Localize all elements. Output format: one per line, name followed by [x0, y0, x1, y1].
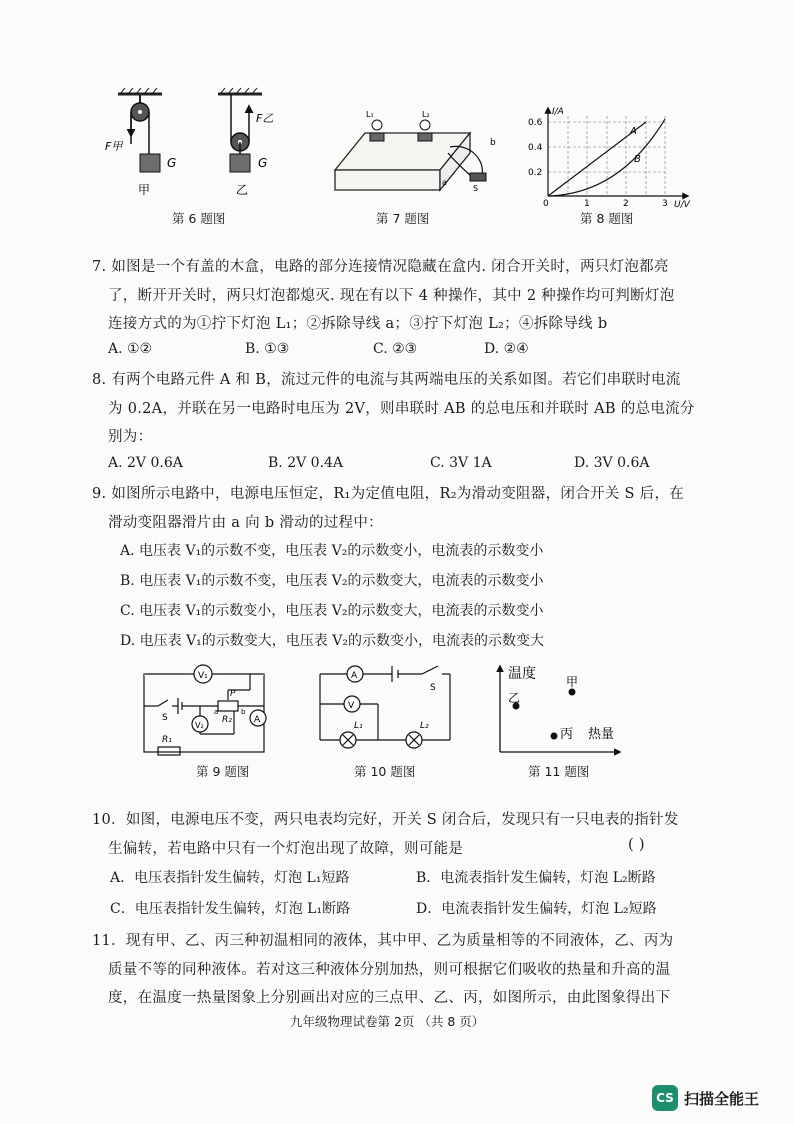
switch-label-s: S: [473, 184, 479, 193]
scanner-watermark: [652, 1085, 759, 1111]
switch-label: S: [162, 713, 168, 723]
q9-option-c: C. 电压表 V₁的示数变小，电压表 V₂的示数变大，电流表的示数变小: [120, 603, 544, 619]
q7-line-1: 7. 如图是一个有盖的木盒，电路的部分连接情况隐藏在盒内. 闭合开关时，两只灯泡都亮: [92, 259, 669, 275]
lamp-label-l2: L₂: [420, 721, 429, 731]
x-axis-label: 热量: [588, 727, 615, 742]
q10-option-d: D．电流表指针发生偏转，灯泡 L₂短路: [416, 901, 657, 917]
q11-line-3: 度，在温度一热量图象上分别画出对应的三点甲、乙、丙，如图所示，由此图象得出下: [108, 990, 671, 1006]
q7-line-2: 了，断开开关时，两只灯泡都熄灭. 现在有以下 4 种操作，其中 2 种操作均可判断灯泡: [108, 288, 675, 304]
scanner-brand-name: 扫描全能王: [684, 1089, 760, 1108]
figure-10-circuit: [310, 660, 465, 762]
ammeter-label: A: [254, 715, 261, 725]
x-tick-3: 3: [662, 199, 668, 208]
curve-label-b: B: [634, 154, 641, 165]
q8-line-1: 8. 有两个电路元件 A 和 B，流过元件的电流与其两端电压的关系如图。若它们串联时电流: [92, 372, 681, 388]
x-tick-2: 2: [623, 199, 629, 208]
x-tick-1: 1: [584, 199, 590, 208]
q9-option-a: A. 电压表 V₁的示数不变，电压表 V₂的示数变小，电流表的示数变小: [120, 543, 544, 559]
q8-option-b: B. 2V 0.4A: [268, 455, 344, 471]
curve-label-a: A: [630, 126, 637, 137]
figure-11-caption: 第 11 题图: [528, 764, 590, 779]
force-label-b: F乙: [256, 112, 274, 125]
q8-line-3: 别为：: [108, 429, 153, 445]
q10-answer-blank: ( ): [628, 837, 645, 853]
label-jia: 甲: [138, 183, 151, 197]
q8-option-d: D. 3V 0.6A: [574, 455, 650, 471]
q7-option-c: C. ②③: [373, 341, 418, 357]
x-axis-label: U/V: [674, 200, 690, 208]
bulb-label-l1: L₁: [366, 110, 374, 119]
figure-8-iu-chart: [520, 104, 705, 208]
point-label-jia: 甲: [566, 675, 579, 689]
x-tick-0: 0: [543, 199, 549, 208]
v2-label: V₂: [195, 721, 204, 730]
voltmeter-label: V: [348, 701, 355, 711]
label-yi: 乙: [236, 183, 249, 197]
ammeter-label: A: [351, 671, 358, 681]
figure-9-circuit: [138, 660, 278, 762]
q10-option-a: A．电压表指针发生偏转，灯泡 L₁短路: [110, 870, 350, 886]
q10-option-c: C．电压表指针发生偏转，灯泡 L₁断路: [110, 901, 351, 917]
figure-6-pulleys: [100, 84, 290, 209]
q10-line-1: 10．如图，电源电压不变，两只电表均完好，开关 S 闭合后，发现只有一只电表的指针发: [92, 812, 679, 828]
scanner-logo-text: CS: [656, 1091, 674, 1105]
figure-7-caption: 第 7 题图: [376, 211, 430, 226]
y-tick-0.4: 0.4: [528, 143, 543, 153]
q7-option-b: B. ①③: [245, 341, 290, 357]
figure-6-caption: 第 6 题图: [172, 211, 226, 226]
q10-line-2: 生偏转，若电路中只有一个灯泡出现了故障，则可能是: [108, 841, 464, 857]
q10-option-b: B．电流表指针发生偏转，灯泡 L₂断路: [416, 870, 656, 886]
q7-option-a: A. ①②: [108, 341, 153, 357]
figure-11-temp-heat-graph: [492, 660, 632, 760]
q9-option-b: B. 电压表 V₁的示数不变，电压表 V₂的示数变大，电流表的示数变小: [120, 573, 544, 589]
page-footer: 九年级物理试卷第 2页 （共 8 页）: [290, 1014, 485, 1029]
figure-10-caption: 第 10 题图: [354, 764, 416, 779]
q8-option-c: C. 3V 1A: [430, 455, 492, 471]
q11-line-1: 11．现有甲、乙、丙三种初温相同的液体，其中甲、乙为质量相等的不同液体，乙、丙为: [92, 933, 674, 949]
wire-label-a: a: [442, 178, 447, 187]
wire-label-b: b: [490, 138, 496, 148]
weight-label-b: G: [258, 156, 268, 170]
end-label-a: a: [214, 708, 219, 716]
weight-label-a: G: [167, 156, 177, 170]
q7-line-3: 连接方式的为①拧下灯泡 L₁；②拆除导线 a；③拧下灯泡 L₂；④拆除导线 b: [108, 316, 608, 332]
q9-line-1: 9. 如图所示电路中，电源电压恒定，R₁为定值电阻，R₂为滑动变阻器，闭合开关 S 后，在: [92, 486, 685, 502]
slider-label-p: P: [230, 689, 236, 699]
end-label-b: b: [241, 708, 246, 716]
y-tick-0.6: 0.6: [528, 118, 543, 128]
switch-label: S: [430, 683, 436, 693]
q7-option-d: D. ②④: [484, 341, 529, 357]
point-label-bing: 丙: [560, 727, 574, 742]
lamp-label-l1: L₁: [354, 721, 363, 731]
y-axis-label: 温度: [508, 666, 536, 682]
r2-label: R₂: [222, 715, 232, 725]
figure-8-caption: 第 8 题图: [580, 211, 634, 226]
q11-line-2: 质量不等的同种液体。若对这三种液体分别加热，则可根据它们吸收的热量和升高的温: [108, 962, 671, 978]
v1-label: V₁: [198, 671, 208, 681]
r1-label: R₁: [162, 735, 172, 745]
point-label-yi: 乙: [508, 691, 521, 705]
figure-9-caption: 第 9 题图: [196, 764, 250, 779]
bulb-label-l2: L₂: [422, 110, 430, 119]
q8-line-2: 为 0.2A，并联在另一电路时电压为 2V，则串联时 AB 的总电压和并联时 AB 的总电流分: [108, 401, 695, 417]
q9-option-d: D. 电压表 V₁的示数变大，电压表 V₂的示数变小，电流表的示数变大: [120, 633, 544, 649]
force-label-a: F甲: [105, 140, 123, 153]
q9-line-2: 滑动变阻器滑片由 a 向 b 滑动的过程中：: [108, 515, 383, 531]
figure-7-wooden-box: [330, 105, 505, 200]
scanner-logo-icon: [652, 1085, 678, 1111]
y-tick-0.2: 0.2: [528, 168, 543, 178]
q8-option-a: A. 2V 0.6A: [108, 455, 183, 471]
y-axis-label: I/A: [552, 107, 564, 117]
